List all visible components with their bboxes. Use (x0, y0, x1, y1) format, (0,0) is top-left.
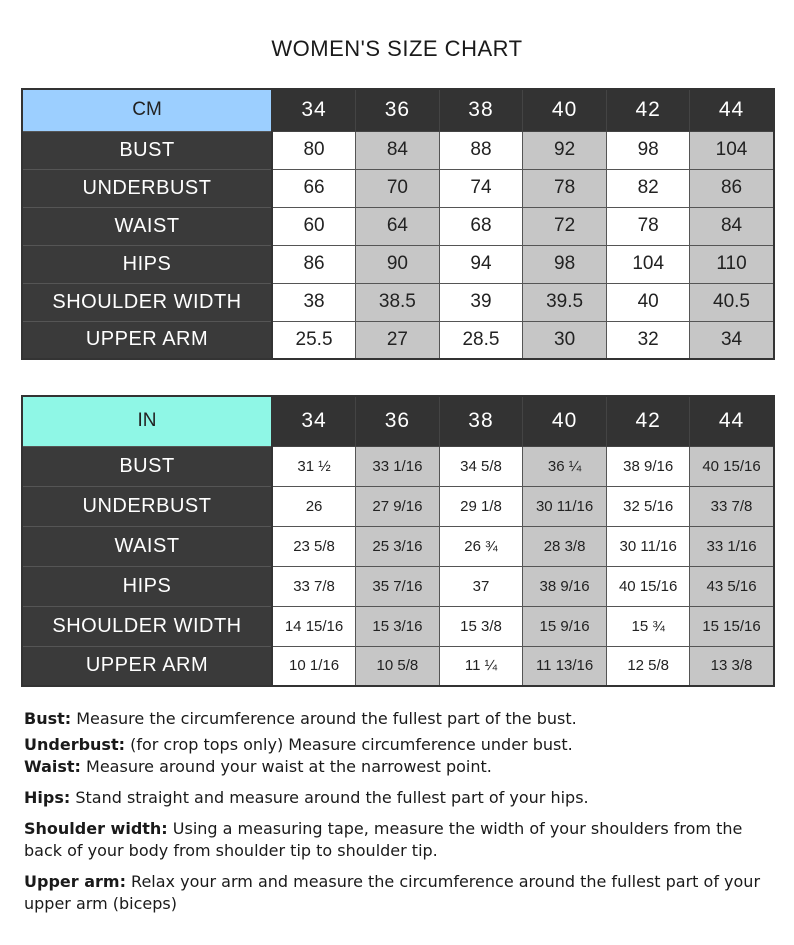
note-term: Bust: (24, 709, 72, 728)
size-header-34: 34 (272, 396, 356, 446)
note-term: Hips: (24, 788, 71, 807)
table-row (22, 646, 774, 686)
size-header-34: 34 (272, 89, 356, 131)
row-label: SHOULDER WIDTH (22, 283, 272, 321)
measurement-notes (24, 708, 774, 915)
table-cell: 34 5/8 (439, 446, 523, 486)
table-cell: 104 (606, 245, 690, 283)
size-header-44: 44 (690, 89, 774, 131)
table-cell: 104 (690, 131, 774, 169)
table-cell: 31 ½ (272, 446, 356, 486)
table-cell: 78 (523, 169, 607, 207)
note-text: Measure the circumference around the fullest part of the bust. (71, 709, 577, 728)
note-text: (for crop tops only) Measure circumference under bust. (125, 735, 573, 754)
table-row (22, 486, 774, 526)
table-cell: 12 5/8 (606, 646, 690, 686)
table-cell: 40 15/16 (690, 446, 774, 486)
table-cell: 15 3/8 (439, 606, 523, 646)
table-cell: 10 1/16 (272, 646, 356, 686)
row-label: UNDERBUST (22, 486, 272, 526)
table-cell: 84 (690, 207, 774, 245)
row-label: BUST (22, 131, 272, 169)
table-row (22, 245, 774, 283)
table-cell: 98 (606, 131, 690, 169)
note-term: Underbust: (24, 735, 125, 754)
note-term: Waist: (24, 757, 81, 776)
table-cell: 78 (606, 207, 690, 245)
table-cell: 26 (272, 486, 356, 526)
note-waist (24, 756, 774, 778)
table-cell: 14 15/16 (272, 606, 356, 646)
note-bust (24, 708, 774, 730)
table-cell: 15 15/16 (690, 606, 774, 646)
table-cell: 30 11/16 (523, 486, 607, 526)
table-cell: 64 (356, 207, 440, 245)
table-cell: 72 (523, 207, 607, 245)
inch-size-table (21, 395, 775, 687)
table-cell: 39 (439, 283, 523, 321)
table-cell: 98 (523, 245, 607, 283)
table-cell: 28 3/8 (523, 526, 607, 566)
table-cell: 29 1/8 (439, 486, 523, 526)
table-cell: 11 13/16 (523, 646, 607, 686)
table-cell: 35 7/16 (356, 566, 440, 606)
note-text: Using a measuring tape, measure the width of your shoulders from the back of your body from shoulder tip to shoulder tip. (24, 819, 743, 860)
row-label: UPPER ARM (22, 646, 272, 686)
size-header-40: 40 (523, 396, 607, 446)
table-cell: 68 (439, 207, 523, 245)
note-underbust (24, 734, 774, 756)
note-upper-arm (24, 871, 774, 915)
unit-header: CM (22, 89, 272, 131)
table-cell: 33 7/8 (690, 486, 774, 526)
table-cell: 39.5 (523, 283, 607, 321)
table-cell: 38 (272, 283, 356, 321)
table-cell: 34 (690, 321, 774, 359)
table-cell: 28.5 (439, 321, 523, 359)
row-label: UPPER ARM (22, 321, 272, 359)
row-label: UNDERBUST (22, 169, 272, 207)
row-label: HIPS (22, 245, 272, 283)
table-row (22, 446, 774, 486)
cm-size-table (21, 88, 775, 360)
size-header-row (22, 396, 774, 446)
size-header-38: 38 (439, 89, 523, 131)
table-cell: 90 (356, 245, 440, 283)
table-row (22, 283, 774, 321)
table-cell: 66 (272, 169, 356, 207)
note-term: Upper arm: (24, 872, 126, 891)
row-label: WAIST (22, 207, 272, 245)
size-header-42: 42 (606, 89, 690, 131)
size-header-40: 40 (523, 89, 607, 131)
row-label: BUST (22, 446, 272, 486)
table-cell: 10 5/8 (356, 646, 440, 686)
table-row (22, 169, 774, 207)
table-cell: 40 (606, 283, 690, 321)
table-cell: 88 (439, 131, 523, 169)
table-row (22, 566, 774, 606)
table-cell: 43 5/16 (690, 566, 774, 606)
table-row (22, 526, 774, 566)
table-cell: 70 (356, 169, 440, 207)
table-row (22, 321, 774, 359)
table-cell: 82 (606, 169, 690, 207)
table-cell: 27 (356, 321, 440, 359)
table-cell: 25 3/16 (356, 526, 440, 566)
table-cell: 30 11/16 (606, 526, 690, 566)
size-header-36: 36 (356, 89, 440, 131)
table-cell: 30 (523, 321, 607, 359)
table-cell: 86 (272, 245, 356, 283)
table-cell: 27 9/16 (356, 486, 440, 526)
size-header-36: 36 (356, 396, 440, 446)
table-cell: 15 ¾ (606, 606, 690, 646)
table-cell: 40.5 (690, 283, 774, 321)
note-shoulder-width (24, 818, 774, 862)
table-cell: 32 5/16 (606, 486, 690, 526)
table-row (22, 606, 774, 646)
table-row (22, 207, 774, 245)
table-row (22, 131, 774, 169)
table-cell: 32 (606, 321, 690, 359)
table-cell: 13 3/8 (690, 646, 774, 686)
table-cell: 15 9/16 (523, 606, 607, 646)
table-cell: 33 7/8 (272, 566, 356, 606)
table-cell: 84 (356, 131, 440, 169)
table-cell: 26 ¾ (439, 526, 523, 566)
table-cell: 15 3/16 (356, 606, 440, 646)
table-cell: 33 1/16 (356, 446, 440, 486)
table-cell: 33 1/16 (690, 526, 774, 566)
page-title: WOMEN'S SIZE CHART (271, 36, 523, 61)
note-text: Measure around your waist at the narrowest point. (80, 757, 492, 776)
note-hips (24, 787, 774, 809)
unit-header: IN (22, 396, 272, 446)
table-cell: 23 5/8 (272, 526, 356, 566)
table-cell: 60 (272, 207, 356, 245)
table-cell: 11 ¼ (439, 646, 523, 686)
row-label: SHOULDER WIDTH (22, 606, 272, 646)
size-header-44: 44 (690, 396, 774, 446)
table-cell: 38 9/16 (606, 446, 690, 486)
table-cell: 110 (690, 245, 774, 283)
size-header-row (22, 89, 774, 131)
row-label: WAIST (22, 526, 272, 566)
table-cell: 36 ¼ (523, 446, 607, 486)
table-cell: 40 15/16 (606, 566, 690, 606)
note-text: Relax your arm and measure the circumference around the fullest part of your upper arm (biceps) (24, 872, 761, 913)
table-cell: 80 (272, 131, 356, 169)
row-label: HIPS (22, 566, 272, 606)
table-cell: 94 (439, 245, 523, 283)
table-cell: 37 (439, 566, 523, 606)
note-text: Stand straight and measure around the fullest part of your hips. (70, 788, 589, 807)
table-cell: 86 (690, 169, 774, 207)
table-cell: 92 (523, 131, 607, 169)
table-cell: 38 9/16 (523, 566, 607, 606)
table-cell: 25.5 (272, 321, 356, 359)
size-header-42: 42 (606, 396, 690, 446)
size-header-38: 38 (439, 396, 523, 446)
table-cell: 74 (439, 169, 523, 207)
note-term: Shoulder width: (24, 819, 168, 838)
table-cell: 38.5 (356, 283, 440, 321)
